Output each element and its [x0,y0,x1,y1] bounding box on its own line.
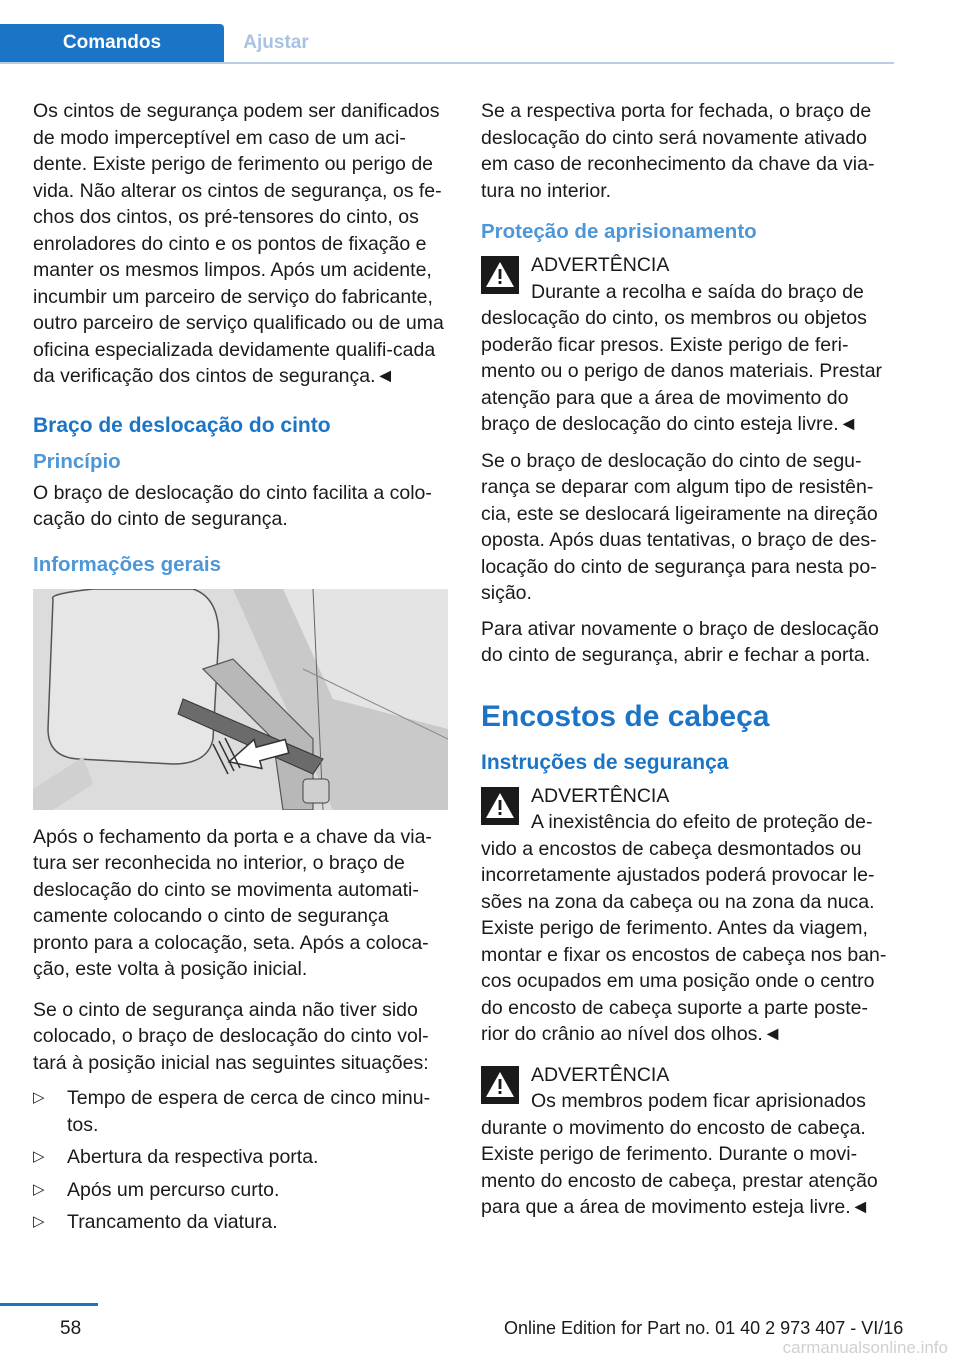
warning-text: Durante a recolha e saída do braço de deslocação do cinto, os membros ou objetos poderão ficar presos. Existe perigo de feri-mento ou o perigo de danos materiais. Prestar atenção para que a área de movimento do braço de deslocação do cinto esteja livre.◄ [481,280,883,435]
return-conditions-paragraph: Se o cinto de segurança ainda não tiver sido colocado, o braço de deslocação do cinto vol-tará à posição inicial nas seguintes situações: [33,998,429,1074]
warning-label: ADVERTÊNCIA [531,1063,670,1086]
warning-text: Os membros podem ficar aprisionados durante o movimento do encosto de cabeça. Existe perigo de ferimento. Durante o movi-mento do encosto de cabeça, prestar atenção para que a área de movimento esteja livre.◄ [481,1090,878,1218]
list-item: ▷ Abertura da respectiva porta. [33,1144,448,1171]
left-column [33,98,448,1242]
warning-triangle-icon [481,1066,519,1104]
principle-paragraph: O braço de deslocação do cinto facilita a colo-cação do cinto de segurança. [33,481,432,530]
list-item: ▷ Após um percurso curto. [33,1177,448,1204]
list-item: ▷ Tempo de espera de cerca de cinco minu-tos. [33,1087,431,1136]
right-column [481,98,891,1231]
section-title-belt-arm: Braço de deslocação do cinto [33,413,331,437]
chapter-tab-bar [0,0,894,64]
page-number: 58 [60,1318,82,1339]
return-conditions-list [33,1085,448,1236]
belt-arm-illustration [33,589,448,810]
warning-triangle-icon [481,256,519,294]
subtitle-principle: Princípio [33,449,121,473]
bullet-triangle-icon: ▷ [33,1180,45,1198]
watermark: carmanualsonline.info [782,1338,948,1357]
list-item: ▷ Trancamento da viatura. [33,1209,448,1236]
bullet-triangle-icon: ▷ [33,1148,45,1165]
warning-block-headrest-movement [481,1062,891,1221]
warning-block-headrest [481,783,891,1048]
warning-block-pinch [481,252,891,438]
bullet-triangle-icon: ▷ [33,1213,45,1230]
door-reactivation-paragraph: Se a respectiva porta for fechada, o braço de deslocação do cinto será novamente ativado em caso de reconhecimento da chave da via-tura no interior. [481,100,875,202]
subtitle-safety-instructions: Instruções de segurança [481,750,729,774]
tab-ajustar[interactable]: Ajustar [243,32,309,53]
warning-label: ADVERTÊNCIA [531,254,670,276]
reactivate-paragraph: Para ativar novamente o braço de deslocação do cinto de segurança, abrir e fechar a porta. [481,617,879,666]
resistance-paragraph: Se o braço de deslocação do cinto de segu-rança se deparar com algum tipo de resistên-cia, este se deslocará ligeiramente na direção oposta. Após duas tentativas, o braço de des-locação do cinto de segurança para nesta po-sição. [481,449,878,604]
footer-accent-line [0,1303,98,1306]
subtitle-pinch-protection: Proteção de aprisionamento [481,220,757,243]
subtitle-general-info: Informações gerais [33,552,221,576]
seatbelt-damage-paragraph: Os cintos de segurança podem ser danificados de modo imperceptível em caso de um aci-dente. Existe perigo de ferimento ou perigo de vida. Não alterar os cintos de segurança, os fe-chos dos cintos, os pré-tensores do cinto, os enroladores do cinto e os pontos de fixação e manter os mesmos limpos. Após um acidente, incumbir um parceiro de serviço do fabricante, outro parceiro de serviço qualificado ou de uma oficina especializada devidamente qualifi-cada da verificação dos cintos de segurança.◄ [33,100,444,387]
section-title-headrests: Encostos de cabeça [481,699,770,733]
after-door-close-paragraph: Após o fechamento da porta e a chave da via-tura ser reconhecida no interior, o braço de deslocação do cinto se movimenta automati-camente colocando o cinto de segurança pronto para a colocação, seta. Após a coloca-ção, este volta à posição inicial. [33,825,432,980]
tab-comandos[interactable]: Comandos [0,24,224,62]
warning-text: A inexistência do efeito de proteção de-vido a encostos de cabeça desmontados ou incorretamente ajustados poderá provocar le-sões na zona da cabeça ou na zona da nuca. Existe perigo de ferimento. Antes da viagem, montar e fixar os encostos de cabeça nos ban-cos ocupados em uma posição onde o centro do encosto de cabeça suporte a parte poste-rior do crânio ao nível dos olhos.◄ [481,811,887,1045]
warning-label: ADVERTÊNCIA [531,784,670,807]
bullet-triangle-icon: ▷ [33,1089,45,1106]
online-edition-label: Online Edition for Part no. 01 40 2 973 407 - VI/16 [504,1318,904,1338]
warning-triangle-icon [481,787,519,825]
